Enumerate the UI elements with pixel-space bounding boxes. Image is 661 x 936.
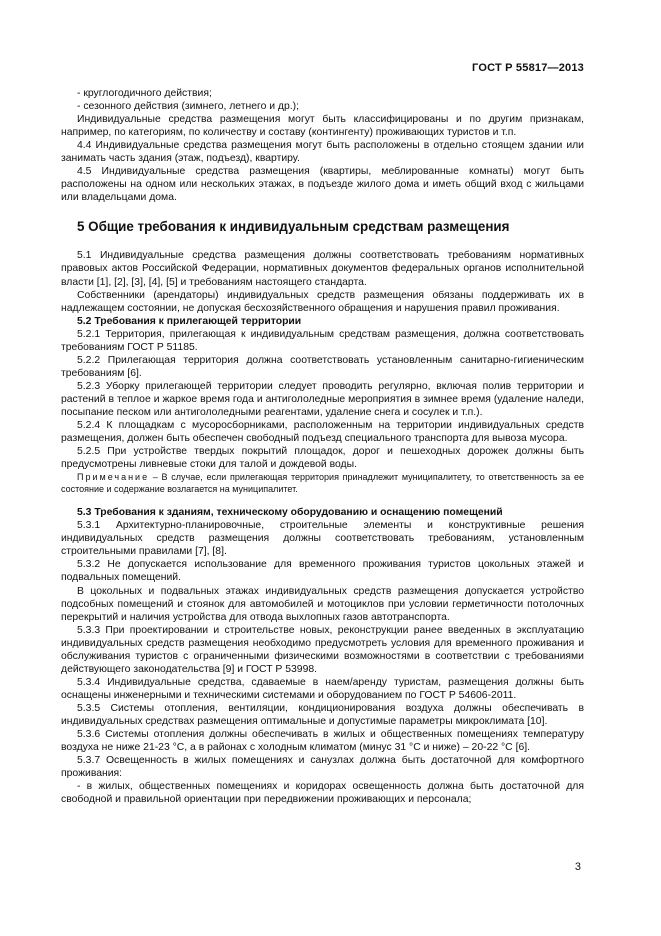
list-item: - круглогодичного действия;: [77, 88, 212, 99]
list-item: - сезонного действия (зимнего, летнего и др.);: [77, 101, 300, 113]
standard-header: ГОСТ Р 55817—2013: [472, 62, 584, 74]
clause-5-2-1: 5.2.1 Территория, прилегающая к индивидуальным средствам размещения, должна соответствовать требованиям ГОСТ Р 51185.: [61, 328, 584, 353]
note-text: – В случае, если прилегающая территория принадлежит муниципалитету, то ответственность за ее состояние и содержание возлагается на муниципалитет.: [61, 472, 584, 495]
paragraph: Индивидуальные средства размещения могут быть классифицированы и по другим признакам, например, по категориям, по количеству и составу (контингенту) проживающих туристов и т.п.: [61, 114, 584, 139]
clause-5-2-4: 5.2.4 К площадкам с мусоросборниками, расположенным на территории индивидуальных средств размещения, должен быть обеспечен свободный подъезд специального транспорта для вывоза мусора.: [61, 420, 584, 445]
clause-5-3-5: 5.3.5 Системы отопления, вентиляции, кондиционирования воздуха должны обеспечивать в индивидуальных средствах размещения оптимальные и допустимые параметры микроклимата [10].: [61, 702, 584, 727]
subsection-5-2-title: 5.2 Требования к прилегающей территории: [77, 315, 302, 327]
paragraph: В цокольных и подвальных этажах индивидуальных средств размещения допускается устройство подсобных помещений и стоянок для автомобилей и мотоциклов при условии герметичности потолочных перекрытий и наличия устройства для отвода выхлопных газов автотранспорта.: [61, 585, 584, 623]
spacer: [61, 495, 584, 506]
list-item: - в жилых, общественных помещениях и коридорах освещенность должна быть достаточной для свободной и правильной ориентации при передвижении проживающих и персонала;: [61, 781, 584, 806]
clause-5-2-5: 5.2.5 При устройстве твердых покрытий площадок, дорог и пешеходных дорожек должны быть предусмотрены ливневые стоки для талой и дождевой воды.: [61, 446, 584, 471]
clause-5-1: 5.1 Индивидуальные средства размещения должны соответствовать требованиям нормативных правовых актов Российской Федерации, нормативных документов федеральных органов исполнительной власти [1], [2], [3], [4], [5] и требованиям настоящего стандарта.: [61, 250, 584, 288]
clause-5-2-3: 5.2.3 Уборку прилегающей территории следует проводить регулярно, включая полив территории и растений в теплое и жаркое время года и антигололедные мероприятия в зимнее время (удаление наледи, посыпание песком или антигололедными реагентами, удаление снега и сосулек и т.п.).: [61, 380, 584, 418]
clause-5-3-6: 5.3.6 Системы отопления должны обеспечивать в жилых и общественных помещениях температуру воздуха не ниже 21-23 °C, а в районах с холодным климатом (минус 31 °C и ниже) – 20-22 °C [6].: [61, 729, 584, 754]
note: [61, 471, 584, 495]
clause-5-3-3: 5.3.3 При проектировании и строительстве новых, реконструкции ранее введенных в эксплуатацию индивидуальных средств размещения необходимо предусмотреть условия для временного проживания и обслуживания туристов с ограниченными физическими возможностями в соответствии с требованиями действующего законодательства [9] и ГОСТ Р 53998.: [61, 624, 584, 675]
document-body: [61, 87, 584, 806]
paragraph: Собственники (арендаторы) индивидуальных средств размещения обязаны поддерживать их в надлежащем состоянии, не допуская бесхозяйственного обращения и нарушения правил проживания.: [61, 289, 584, 314]
clause-5-3-7: 5.3.7 Освещенность в жилых помещениях и санузлах должна быть достаточной для комфортного проживания:: [61, 755, 584, 780]
clause-5-3-1: 5.3.1 Архитектурно-планировочные, строительные элементы и конструктивные решения индивидуальных средств размещения должны соответствовать требованиям, установленным строительными правилами [7], [8].: [61, 520, 584, 558]
note-label: Примечание: [77, 472, 150, 483]
clause-5-3-4: 5.3.4 Индивидуальные средства, сдаваемые в наем/аренду туристам, размещения должны быть оснащены инженерными и техническими системами и оборудованием по ГОСТ Р 54606-2011.: [61, 676, 584, 701]
clause-4-5: 4.5 Индивидуальные средства размещения (квартиры, меблированные комнаты) могут быть расположены на одном или нескольких этажах, в подъезде жилого дома и иметь общий вход с жильцами или владельцами дома.: [61, 166, 584, 204]
page-number: 3: [574, 861, 581, 873]
subsection-5-3-title: 5.3 Требования к зданиям, техническому оборудованию и оснащению помещений: [77, 507, 503, 519]
section-5-heading: 5 Общие требования к индивидуальным средствам размещения: [77, 219, 510, 235]
clause-5-3-2: 5.3.2 Не допускается использование для временного проживания туристов цокольных этажей и подвальных помещений.: [61, 559, 584, 584]
clause-5-2-2: 5.2.2 Прилегающая территория должна соответствовать установленным санитарно-гигиеническим требованиям [6].: [61, 354, 584, 379]
clause-4-4: 4.4 Индивидуальные средства размещения могут быть расположены в отдельно стоящем здании или занимать часть здания (этаж, подъезд), квартиру.: [61, 140, 584, 165]
